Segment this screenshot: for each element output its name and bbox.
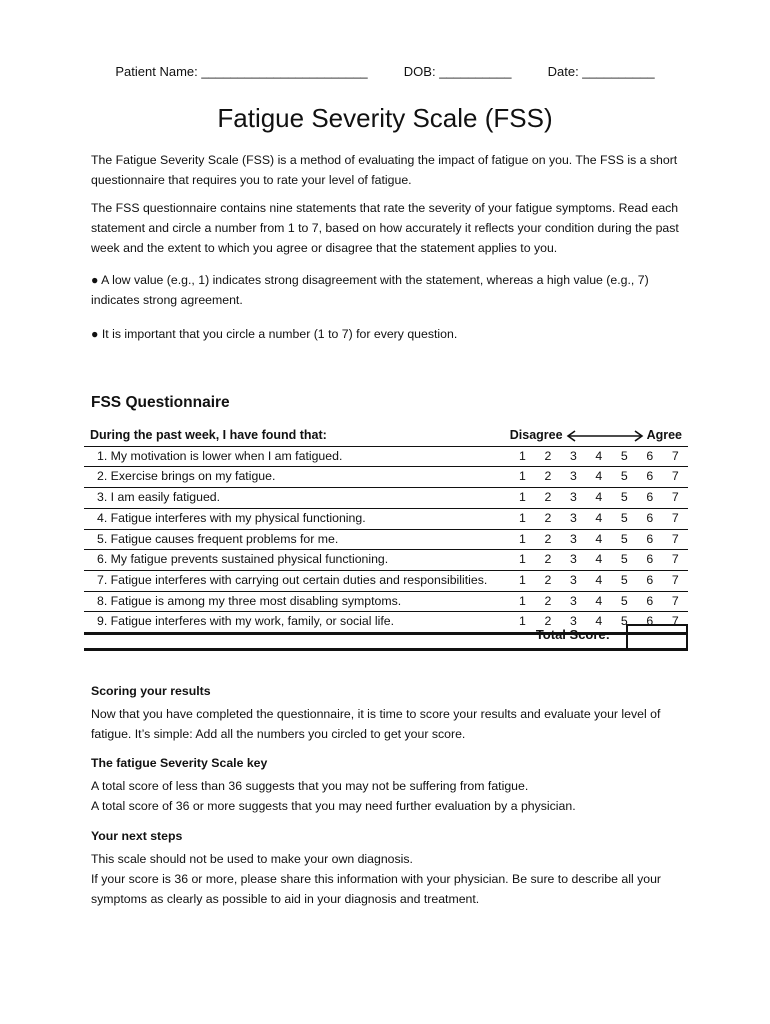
scale-header <box>510 426 688 446</box>
question-text: 3. I am easily fatigued. <box>84 488 510 509</box>
table-row <box>84 467 688 488</box>
rating-option[interactable]: 5 <box>612 446 637 467</box>
rating-option[interactable]: 5 <box>612 508 637 529</box>
total-score-label: Total Score: <box>535 627 610 642</box>
rating-option[interactable]: 3 <box>561 446 586 467</box>
rating-option[interactable]: 1 <box>510 612 535 634</box>
rating-option[interactable]: 5 <box>612 529 637 550</box>
page-title: Fatigue Severity Scale (FSS) <box>217 103 553 133</box>
rating-option[interactable]: 1 <box>510 446 535 467</box>
rating-option[interactable]: 5 <box>612 488 637 509</box>
table-row <box>84 508 688 529</box>
intro-bullet-1: ● A low value (e.g., 1) indicates strong disagreement with the statement, whereas a high value (e.g., 7) indicates strong agreement. <box>91 273 649 307</box>
rating-option[interactable]: 1 <box>510 467 535 488</box>
key-line-1: A total score of less than 36 suggests that you may not be suffering from fatigue. <box>91 779 529 793</box>
rating-option[interactable]: 4 <box>586 550 611 571</box>
rating-option[interactable]: 6 <box>637 591 662 612</box>
double-arrow-icon <box>565 430 645 442</box>
rating-option[interactable]: 5 <box>612 467 637 488</box>
rating-option[interactable]: 7 <box>662 446 688 467</box>
table-row <box>84 550 688 571</box>
date-field[interactable]: Date: __________ <box>547 64 655 79</box>
question-text: 5. Fatigue causes frequent problems for me. <box>84 529 510 550</box>
question-text: 4. Fatigue interferes with my physical functioning. <box>84 508 510 529</box>
question-text: 1. My motivation is lower when I am fatigued. <box>84 446 510 467</box>
rating-option[interactable]: 1 <box>510 488 535 509</box>
rating-option[interactable]: 7 <box>662 529 688 550</box>
question-text: 9. Fatigue interferes with my work, family, or social life. <box>84 612 510 634</box>
rating-option[interactable]: 1 <box>510 508 535 529</box>
rating-option[interactable]: 6 <box>637 550 662 571</box>
intro-bullet-2: ● It is important that you circle a number (1 to 7) for every question. <box>91 327 458 341</box>
rating-option[interactable]: 2 <box>535 467 560 488</box>
rating-option[interactable]: 6 <box>637 508 662 529</box>
rating-option[interactable]: 1 <box>510 529 535 550</box>
table-row <box>84 529 688 550</box>
next-steps-heading: Your next steps <box>91 829 183 843</box>
rating-option[interactable]: 3 <box>561 550 586 571</box>
patient-header <box>0 64 770 79</box>
rating-option[interactable]: 6 <box>637 488 662 509</box>
rating-option[interactable]: 2 <box>535 591 560 612</box>
column-header: During the past week, I have found that: <box>84 426 510 446</box>
rating-option[interactable]: 7 <box>662 467 688 488</box>
rating-option[interactable]: 4 <box>586 446 611 467</box>
rating-option[interactable]: 4 <box>586 529 611 550</box>
rating-option[interactable]: 3 <box>561 508 586 529</box>
rating-option[interactable]: 2 <box>535 612 560 634</box>
next-steps-line-1: This scale should not be used to make your own diagnosis. <box>91 852 413 866</box>
rating-option[interactable]: 6 <box>637 612 662 634</box>
rating-option[interactable]: 5 <box>612 570 637 591</box>
rating-option[interactable]: 2 <box>535 550 560 571</box>
rating-option[interactable]: 6 <box>637 570 662 591</box>
intro-paragraph-2: The FSS questionnaire contains nine statements that rate the severity of your fatigue symptoms. Read each statement and circle a number from 1 to 7, based on how accurately it reflects your condition during the past week and the extent to which you agree or disagree that the statement applies to you. <box>91 201 679 255</box>
rating-option[interactable]: 3 <box>561 612 586 634</box>
table-row <box>84 488 688 509</box>
rating-option[interactable]: 4 <box>586 570 611 591</box>
total-score-row <box>84 624 688 651</box>
rating-option[interactable]: 5 <box>612 550 637 571</box>
rating-option[interactable]: 1 <box>510 550 535 571</box>
dob-field[interactable]: DOB: __________ <box>403 64 512 79</box>
rating-option[interactable]: 2 <box>535 488 560 509</box>
table-row <box>84 591 688 612</box>
rating-option[interactable]: 3 <box>561 529 586 550</box>
rating-option[interactable]: 4 <box>586 488 611 509</box>
rating-option[interactable]: 6 <box>637 446 662 467</box>
question-text: 7. Fatigue interferes with carrying out certain duties and responsibilities. <box>84 570 510 591</box>
rating-option[interactable]: 4 <box>586 591 611 612</box>
table-header-row <box>84 426 688 446</box>
table-row <box>84 570 688 591</box>
fss-questionnaire-table <box>84 426 688 635</box>
rating-option[interactable]: 6 <box>637 529 662 550</box>
questionnaire-heading: FSS Questionnaire <box>91 394 230 411</box>
key-heading: The fatigue Severity Scale key <box>91 756 268 770</box>
rating-option[interactable]: 4 <box>586 467 611 488</box>
question-text: 6. My fatigue prevents sustained physical functioning. <box>84 550 510 571</box>
rating-option[interactable]: 7 <box>662 550 688 571</box>
rating-option[interactable]: 2 <box>535 508 560 529</box>
rating-option[interactable]: 4 <box>586 612 611 634</box>
rating-option[interactable]: 6 <box>637 467 662 488</box>
rating-option[interactable]: 2 <box>535 529 560 550</box>
rating-option[interactable]: 3 <box>561 591 586 612</box>
scoring-text: Now that you have completed the questionnaire, it is time to score your results and evaluate your level of fatigue. It’s simple: Add all the numbers you circled to get your score. <box>91 707 661 741</box>
rating-option[interactable]: 7 <box>662 591 688 612</box>
rating-option[interactable]: 2 <box>535 446 560 467</box>
rating-option[interactable]: 3 <box>561 570 586 591</box>
intro-paragraph-1: The Fatigue Severity Scale (FSS) is a method of evaluating the impact of fatigue on you. The FSS is a short questionnaire that requires you to rate your level of fatigue. <box>91 153 678 187</box>
rating-option[interactable]: 7 <box>662 508 688 529</box>
rating-option[interactable]: 2 <box>535 570 560 591</box>
rating-option[interactable]: 3 <box>561 488 586 509</box>
rating-option[interactable]: 7 <box>662 488 688 509</box>
rating-option[interactable]: 7 <box>662 612 688 634</box>
rating-option[interactable]: 5 <box>612 591 637 612</box>
rating-option[interactable]: 4 <box>586 508 611 529</box>
total-score-box[interactable] <box>626 624 688 648</box>
scale-low-label: Disagree <box>509 428 563 442</box>
rating-option[interactable]: 5 <box>612 612 637 634</box>
next-steps-line-2: If your score is 36 or more, please share this information with your physician. Be sure to describe all your symptoms as clearly as possible to aid in your diagnosis and treatment. <box>91 872 662 906</box>
question-text: 8. Fatigue is among my three most disabling symptoms. <box>84 591 510 612</box>
patient-name-field[interactable]: Patient Name: _______________________ <box>115 64 368 79</box>
rating-option[interactable]: 7 <box>662 570 688 591</box>
scale-high-label: Agree <box>646 428 682 442</box>
question-text: 2. Exercise brings on my fatigue. <box>84 467 510 488</box>
rating-option[interactable]: 1 <box>510 570 535 591</box>
rating-option[interactable]: 1 <box>510 591 535 612</box>
key-line-2: A total score of 36 or more suggests that you may need further evaluation by a physician. <box>91 799 576 813</box>
rating-option[interactable]: 3 <box>561 467 586 488</box>
table-row <box>84 446 688 467</box>
scoring-heading: Scoring your results <box>91 684 211 698</box>
